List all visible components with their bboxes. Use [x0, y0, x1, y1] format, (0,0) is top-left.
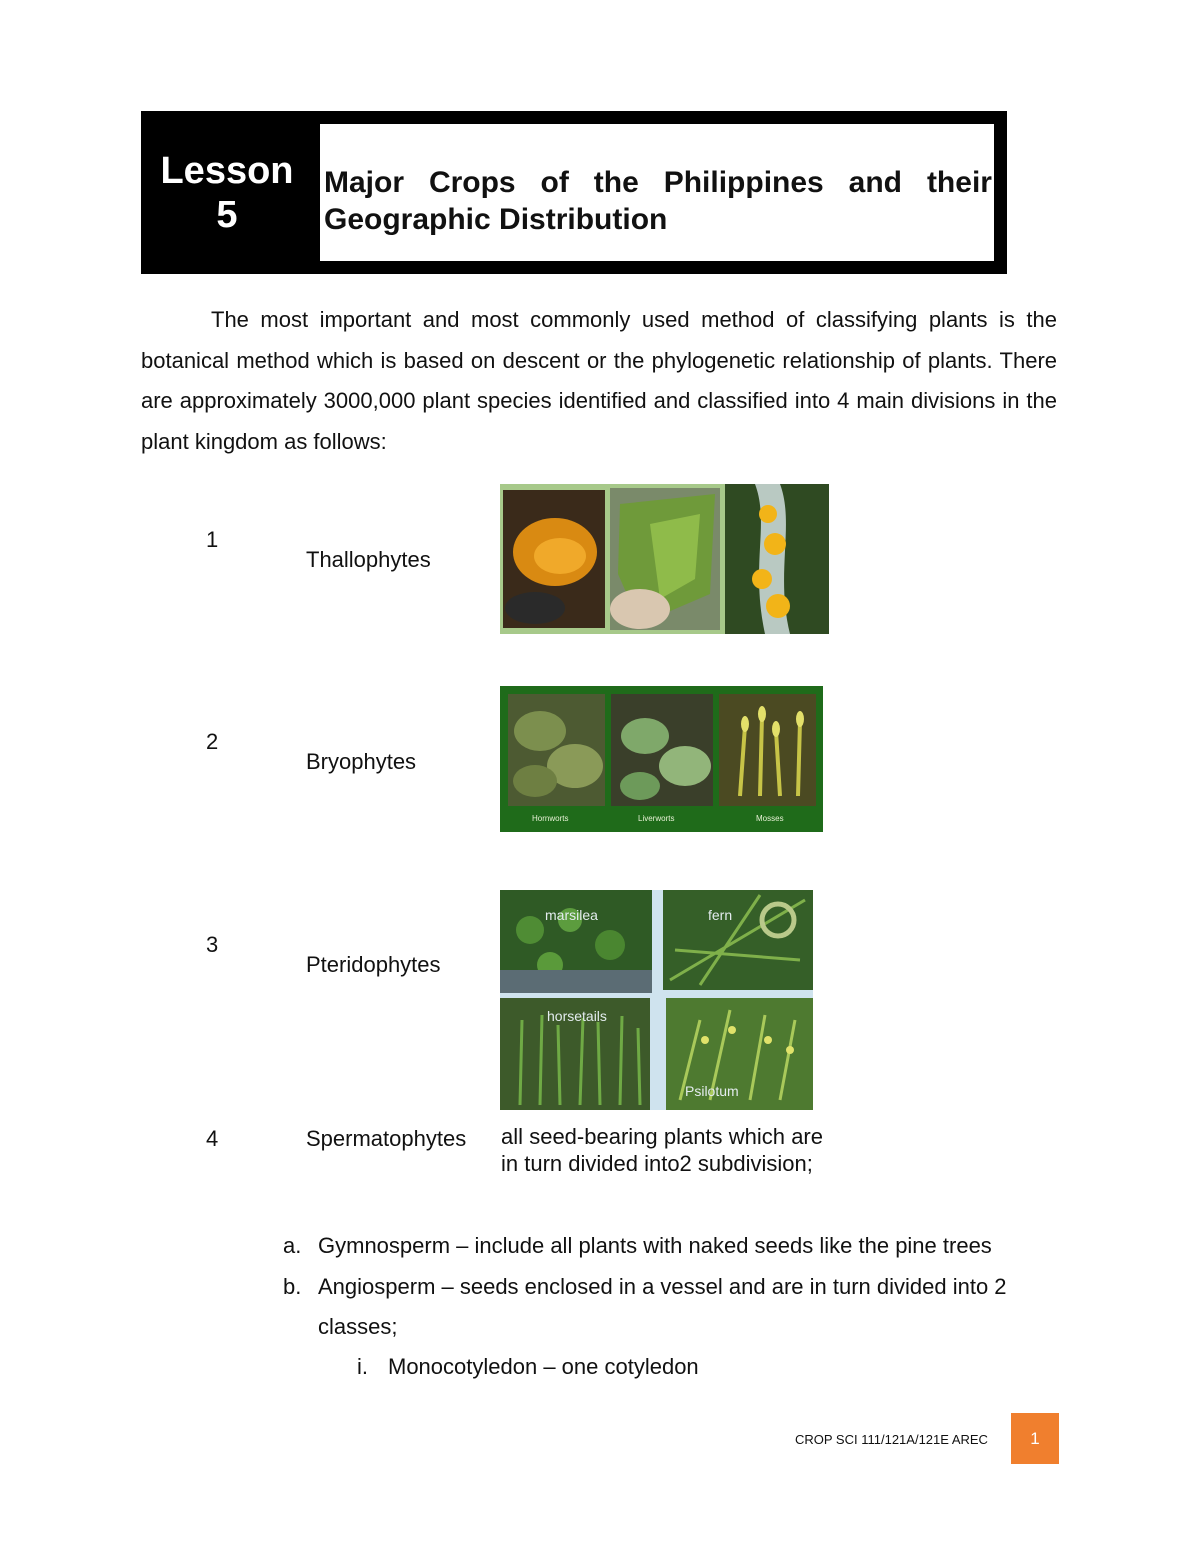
angiosperm-text-line2: classes;	[318, 1314, 398, 1339]
spermatophytes-description: all seed-bearing plants which are in turn divided into2 subdivision;	[501, 1124, 823, 1176]
gymnosperm-text: Gymnosperm – include all plants with naked seeds like the pine trees	[318, 1233, 992, 1258]
lesson-title: Major Crops of the Philippines and their Geographic Distribution	[324, 166, 992, 236]
bryophytes-image	[500, 686, 823, 832]
caption-horsetails: horsetails	[547, 1008, 607, 1024]
course-code: CROP SCI 111/121A/121E AREC	[795, 1432, 988, 1447]
thallophytes-image	[500, 484, 829, 634]
monocotyledon-text: Monocotyledon – one cotyledon	[388, 1354, 699, 1379]
caption-marsilea: marsilea	[545, 907, 598, 923]
lesson-header	[141, 111, 1007, 274]
division-3-number: 3	[206, 932, 219, 957]
caption-fern: fern	[708, 907, 733, 923]
division-2-number: 2	[206, 729, 219, 754]
caption-liverworts: Liverworts	[638, 814, 675, 823]
list-marker: b.	[283, 1274, 302, 1299]
list-marker: a.	[283, 1233, 302, 1258]
title-panel	[317, 121, 997, 264]
caption-mosses: Mosses	[756, 814, 784, 823]
intro-paragraph	[141, 300, 1057, 462]
angiosperm-text-line1: Angiosperm – seeds enclosed in a vessel and are in turn divided into 2	[318, 1274, 1007, 1299]
division-3-name: Pteridophytes	[306, 952, 441, 977]
pteridophytes-image	[500, 890, 813, 1110]
division-4-number: 4	[206, 1126, 219, 1151]
division-1-number: 1	[206, 527, 219, 552]
page-number: 1	[1011, 1413, 1059, 1464]
lesson-word: Lesson	[160, 149, 294, 192]
division-2-name: Bryophytes	[306, 749, 417, 774]
intro-text: The most important and most commonly used method of classifying plants is the botanical method which is based on descent or the phylogenetic relationship of plants. There are approximately 3000,000 plant species identified and classified into 4 main divisions in the plant kingdom as follows:	[141, 307, 1057, 454]
caption-psilotum: Psilotum	[685, 1083, 739, 1099]
division-4-name: Spermatophytes	[306, 1126, 467, 1151]
title-line-2: Geographic Distribution	[324, 203, 668, 236]
list-marker: i.	[357, 1354, 368, 1379]
caption-hornworts: Hornworts	[532, 814, 569, 823]
division-1-name: Thallophytes	[306, 547, 431, 572]
lesson-label	[141, 111, 313, 274]
lesson-number: 5	[216, 193, 238, 236]
